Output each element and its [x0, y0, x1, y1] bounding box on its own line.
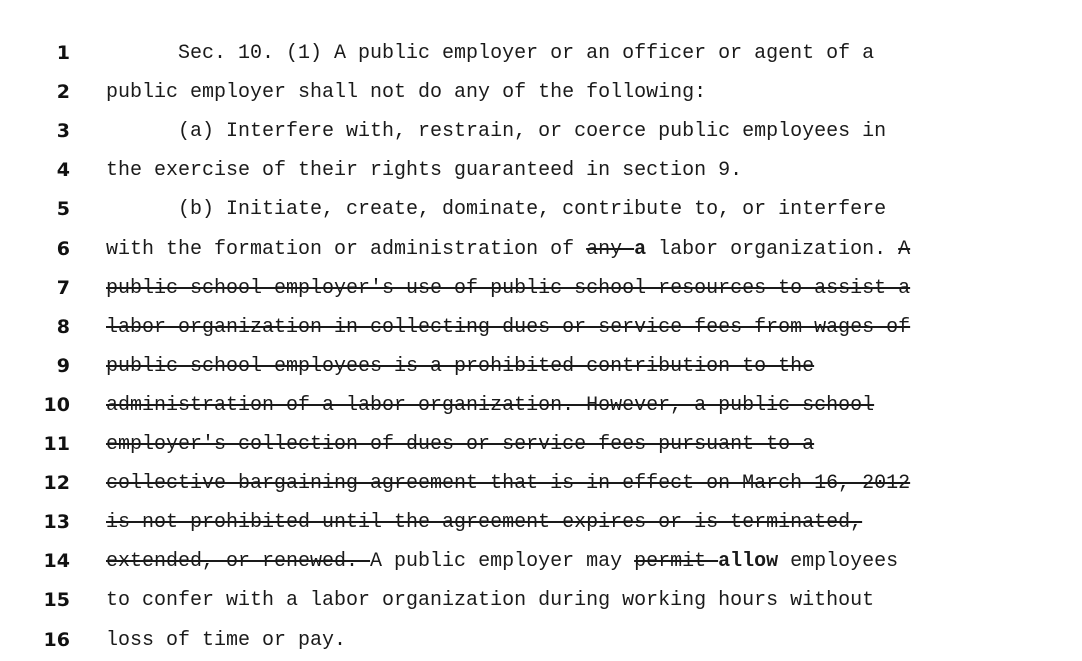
- deleted-text: any: [586, 237, 635, 261]
- line-number: 9: [56, 354, 70, 377]
- deleted-text: extended, or renewed.: [106, 550, 371, 574]
- line-number: 16: [43, 628, 70, 651]
- text-segment: labor organization.: [646, 237, 899, 261]
- line-text: [106, 308, 910, 347]
- text-segment: Sec. 10. (1) A public employer or an officer or agent of a: [106, 42, 875, 65]
- line-number: 6: [56, 237, 70, 260]
- line-text: [106, 112, 886, 151]
- document-line: [0, 308, 1082, 347]
- line-number: 11: [43, 433, 70, 455]
- document-line: [0, 230, 1082, 269]
- line-text: [106, 190, 886, 229]
- text-segment: the exercise of their rights guaranteed in section 9.: [106, 159, 743, 183]
- line-text: [106, 503, 862, 542]
- text-segment: (a) Interfere with, restrain, or coerce public employees in: [106, 120, 887, 144]
- line-number: 8: [56, 315, 70, 338]
- document-line: [0, 73, 1082, 112]
- deleted-text: administration of a labor organization. However, a public school: [106, 393, 875, 417]
- line-number: 3: [56, 120, 70, 143]
- text-segment: public employer shall not do any of the following:: [106, 81, 707, 105]
- text-segment: to confer with a labor organization during working hours without: [106, 589, 875, 613]
- deleted-text: is not prohibited until the agreement expires or is terminated,: [106, 511, 863, 535]
- line-number: 14: [43, 550, 70, 573]
- line-number: 12: [43, 472, 70, 495]
- line-text: [106, 269, 910, 308]
- line-text: [106, 230, 910, 269]
- deleted-text: employer's collection of dues or service fees pursuant to a: [106, 433, 815, 456]
- line-text: [106, 425, 814, 464]
- deleted-text: A: [898, 237, 911, 261]
- deleted-text: permit: [634, 550, 719, 574]
- deleted-text: public school employer's use of public school resources to assist a: [106, 276, 911, 300]
- text-segment: (b) Initiate, create, dominate, contribute to, or interfere: [106, 198, 887, 222]
- text-segment: loss of time or pay.: [106, 628, 347, 652]
- line-number: 13: [43, 511, 70, 534]
- document-line: [0, 581, 1082, 620]
- line-number: 2: [56, 81, 70, 104]
- document-line: [0, 425, 1082, 464]
- document-line: [0, 269, 1082, 308]
- line-number: 1: [56, 42, 70, 64]
- inserted-text: a: [634, 237, 647, 261]
- document-line: [0, 190, 1082, 229]
- line-text: [106, 34, 874, 73]
- document-line: [0, 347, 1082, 386]
- document-line: [0, 386, 1082, 425]
- line-text: [106, 386, 874, 425]
- line-number: 7: [56, 276, 70, 299]
- line-text: [106, 621, 346, 660]
- document-line: [0, 464, 1082, 503]
- line-text: [106, 151, 742, 190]
- line-text: [106, 73, 706, 112]
- deleted-text: labor organization in collecting dues or service fees from wages of: [106, 315, 911, 339]
- line-number: 5: [56, 198, 70, 221]
- line-text: [106, 542, 898, 581]
- document-line: [0, 151, 1082, 190]
- deleted-text: public school employees is a prohibited contribution to the: [106, 354, 815, 378]
- deleted-text: collective bargaining agreement that is in effect on March 16, 2012: [106, 472, 911, 496]
- document-line: [0, 542, 1082, 581]
- document-line: [0, 34, 1082, 73]
- line-text: [106, 347, 814, 386]
- line-number: 15: [43, 589, 70, 612]
- line-text: [106, 464, 910, 503]
- line-number: 4: [56, 159, 70, 182]
- text-segment: A public employer may: [370, 550, 635, 574]
- inserted-text: allow: [718, 550, 779, 574]
- text-segment: with the formation or administration of: [106, 237, 587, 261]
- document-line: [0, 621, 1082, 660]
- document-line: [0, 503, 1082, 542]
- document-line: [0, 112, 1082, 151]
- line-number: 10: [43, 393, 70, 416]
- text-segment: employees: [778, 550, 899, 574]
- line-text: [106, 581, 874, 620]
